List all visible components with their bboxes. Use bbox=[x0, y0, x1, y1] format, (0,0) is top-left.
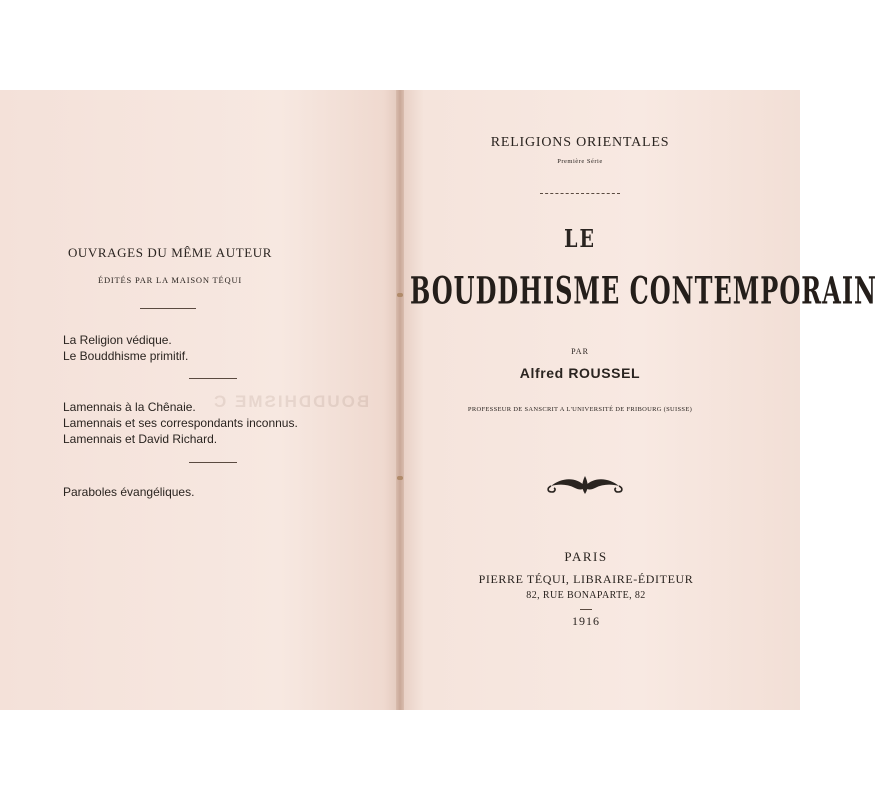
title-article: LE bbox=[564, 224, 596, 254]
by-label: PAR bbox=[571, 347, 589, 356]
open-book-spread bbox=[0, 90, 877, 710]
divider-rule bbox=[189, 378, 237, 379]
list-item: La Religion védique. bbox=[63, 333, 172, 347]
list-item: Lamennais à la Chênaie. bbox=[63, 400, 196, 414]
works-heading: OUVRAGES DU MÊME AUTEUR bbox=[67, 245, 273, 260]
fleuron-ornament-icon bbox=[545, 472, 625, 496]
divider-rule bbox=[189, 462, 237, 463]
series-subtitle: Première Série bbox=[557, 158, 603, 165]
works-subheading: ÉDITÉS PAR LA MAISON TÉQUI bbox=[97, 275, 243, 285]
list-item: Le Bouddhisme primitif. bbox=[63, 349, 189, 363]
publisher: PIERRE TÉQUI, LIBRAIRE-ÉDITEUR bbox=[478, 572, 694, 586]
list-item: Paraboles évangéliques. bbox=[63, 485, 195, 499]
series-title: RELIGIONS ORIENTALES bbox=[490, 135, 670, 150]
left-page bbox=[0, 90, 400, 710]
divider-rule bbox=[580, 609, 592, 610]
publication-year: 1916 bbox=[572, 614, 600, 628]
publication-place: PARIS bbox=[564, 549, 608, 564]
author-name: Alfred ROUSSEL bbox=[519, 365, 641, 381]
publisher-address: 82, RUE BONAPARTE, 82 bbox=[526, 590, 646, 601]
list-item: Lamennais et ses correspondants inconnus. bbox=[63, 416, 298, 430]
book-title: BOUDDHISME CONTEMPORAIN bbox=[410, 268, 877, 313]
list-item: Lamennais et David Richard. bbox=[63, 432, 218, 446]
binding-stitch bbox=[397, 293, 403, 297]
author-role: PROFESSEUR DE SANSCRIT A L'UNIVERSITÉ DE FRIBOURG (SUISSE) bbox=[467, 406, 693, 413]
show-through-text: BOUDDHISME C bbox=[212, 392, 370, 411]
divider-rule bbox=[540, 193, 620, 195]
divider-rule bbox=[140, 308, 196, 309]
binding-stitch bbox=[397, 476, 403, 480]
